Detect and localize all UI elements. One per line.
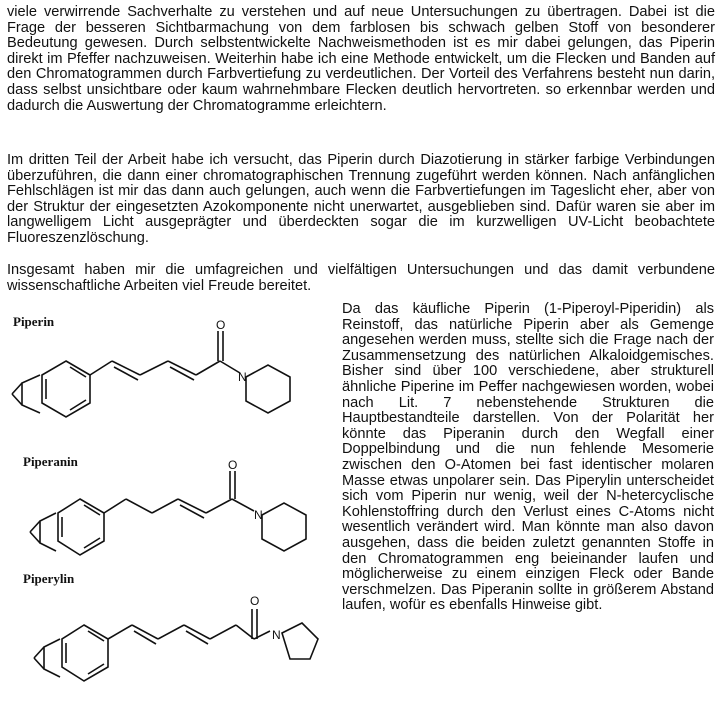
structure-drawings	[0, 305, 340, 715]
paragraph-3: Insgesamt haben mir die umfagreichen und vielfältigen Untersuchungen und das damit verbundene wissenschaftliche Arbeiten viel Freude bereitet.	[7, 262, 715, 294]
paragraph-1: viele verwirrende Sachverhalte zu verstehen und auf neue Untersuchungen zu übertragen. Dabei ist die Frage der besseren Sichtbarmachung von dem farblosen bis schwach gelben Stoff von besonderer Bedeutung gewesen. Durch selbstentwickelte Nachweismethoden ist es mir dabei gelungen, das Piperin direkt im Pfeffer nachzuweisen. Weiterhin habe ich eine Methode entwickelt, um die Flecken und Banden auf den Chromatogrammen durch Farbvertiefung zu verdeutlichen. Der Vorteil des Verfahrens besteht nun darin, dass selbst unsichtbare oder kaum wahrnehmbare Flecken deutlich hervortreten. so erkennbar werden und dadurch die Auswertung der Chromatogramme erleichtern.	[7, 4, 715, 114]
piperylin-structure	[34, 609, 318, 681]
piperin-structure	[12, 331, 290, 417]
piperylin-oxygen: O	[250, 594, 260, 608]
piperanin-nitrogen: N	[254, 508, 263, 522]
paragraph-2: Im dritten Teil der Arbeit habe ich versucht, das Piperin durch Diazotierung in stärker farbige Verbindungen überzuführen, die dann einer chromatographischen Trennung zugeführt werden können. Nach anfänglichen Fehlschlägen ist mir das dann auch gelungen, auch wenn die Farbvertiefungen im Tageslicht eher, aber von der Struktur der eingesetzten Azokomponente nicht unerwartet, ausgeblieben sind. Dafür waren sie aber im langwelligem Licht ausgeprägter und überdeckten sogar die im kurzwelligen UV-Licht beobachtete Fluoreszenzlöschung.	[7, 152, 715, 246]
piperin-nitrogen: N	[238, 370, 247, 384]
piperin-oxygen: O	[216, 318, 226, 332]
structure-label-piperanin: Piperanin	[23, 454, 78, 469]
structure-label-piperin: Piperin	[13, 314, 55, 329]
paragraph-4: Da das käufliche Piperin (1-Piperoyl-Piperidin) als Reinstoff, das natürliche Piperin aber als Gemenge angesehen werden muss, stellte sich die Frage nach der Zusammensetzung des natürlichen Alkaloidgemisches. Bisher sind über 100 verschiedene, aber strukturell ähnliche Piperine im Peffer nachgewiesen worden, wobei nach Lit. 7 nebenstehende Strukturen die Hauptbestandteile darstellen. Von der Polarität her könnte das Piperanin durch den Wegfall einer Doppelbindung und die nun fehlende Mesomerie zwischen den O-Atomen bei fast identischer molaren Masse etwas unpolarer sein. Das Piperylin unterscheidet sich vom Piperin nur wenig, weil der N-hetercyclische Kohlenstoffring durch den Verlust eines C-Atoms nicht wesentlich verändert wird. Man könnte man also davon ausgehen, dass die beiden zuletzt genannten Stoffe in den Chromatogrammen eng beieinander laufen und möglicherweise zu einem einzigen Fleck oder Bande verschmelzen. Das Piperanin sollte in größerem Abstand laufen, wofür es ebenfalls Hinweise gibt.	[342, 301, 714, 614]
piperylin-nitrogen: N	[272, 628, 281, 642]
piperanin-oxygen: O	[228, 458, 238, 472]
piperanin-structure	[30, 471, 306, 555]
structure-label-piperylin: Piperylin	[23, 571, 75, 586]
chemical-structures-figure	[0, 305, 340, 715]
